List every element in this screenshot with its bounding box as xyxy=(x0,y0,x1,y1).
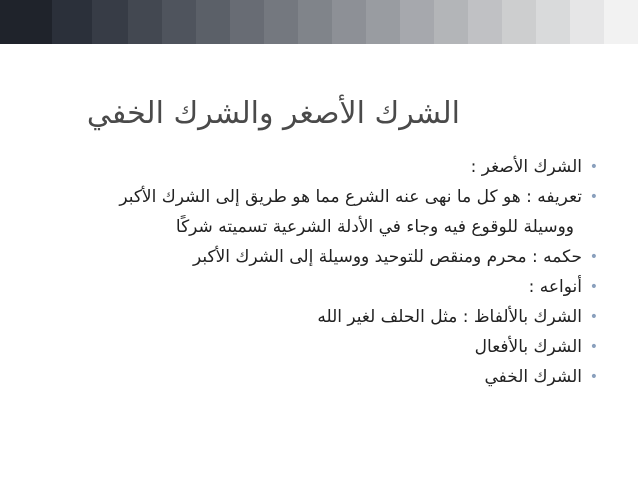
bullet-text: ووسيلة للوقوع فيه وجاء في الأدلة الشرعية تسميته شركًا xyxy=(175,217,574,237)
bullet-item-ruling xyxy=(18,242,598,272)
strip-segment xyxy=(162,0,196,44)
bullet-item-minor-shirk xyxy=(18,152,598,182)
bullet-text: الشرك بالألفاظ : مثل الحلف لغير الله xyxy=(317,307,582,327)
strip-segment xyxy=(332,0,366,44)
bullet-icon: • xyxy=(589,159,598,175)
bullet-icon: • xyxy=(589,339,598,355)
bullet-icon: • xyxy=(589,279,598,295)
strip-segment xyxy=(230,0,264,44)
strip-segment xyxy=(502,0,536,44)
slide-title: الشرك الأصغر والشرك الخفي xyxy=(86,96,460,131)
bullet-item-definition-continued xyxy=(18,212,598,242)
bullet-item-types xyxy=(18,272,598,302)
strip-segment xyxy=(536,0,570,44)
bullet-icon: • xyxy=(589,189,598,205)
bullet-item-shirk-in-deeds xyxy=(18,332,598,362)
decorative-header-strip xyxy=(0,0,638,44)
bullet-item-shirk-in-words xyxy=(18,302,598,332)
strip-segment xyxy=(52,0,92,44)
bullet-item-definition xyxy=(18,182,598,212)
bullet-icon: • xyxy=(589,309,598,325)
strip-segment xyxy=(128,0,162,44)
bullet-icon: • xyxy=(589,249,598,265)
bullet-text: أنواعه : xyxy=(528,277,582,297)
bullet-text: الشرك بالأفعال xyxy=(474,337,582,357)
strip-segment xyxy=(92,0,128,44)
strip-segment xyxy=(604,0,638,44)
strip-segment xyxy=(298,0,332,44)
strip-segment xyxy=(264,0,298,44)
bullet-text: الشرك الخفي xyxy=(484,367,582,387)
bullet-list xyxy=(18,152,598,392)
bullet-text: الشرك الأصغر : xyxy=(470,157,582,177)
strip-segment xyxy=(570,0,604,44)
bullet-icon: • xyxy=(589,369,598,385)
bullet-item-hidden-shirk xyxy=(18,362,598,392)
strip-segment xyxy=(434,0,468,44)
strip-segment xyxy=(196,0,230,44)
bullet-text: تعريفه : هو كل ما نهى عنه الشرع مما هو طريق إلى الشرك الأكبر xyxy=(119,187,582,207)
strip-segment xyxy=(366,0,400,44)
strip-segment xyxy=(468,0,502,44)
strip-segment xyxy=(400,0,434,44)
strip-segment xyxy=(0,0,52,44)
bullet-text: حكمه : محرم ومنقص للتوحيد ووسيلة إلى الشرك الأكبر xyxy=(192,247,582,267)
